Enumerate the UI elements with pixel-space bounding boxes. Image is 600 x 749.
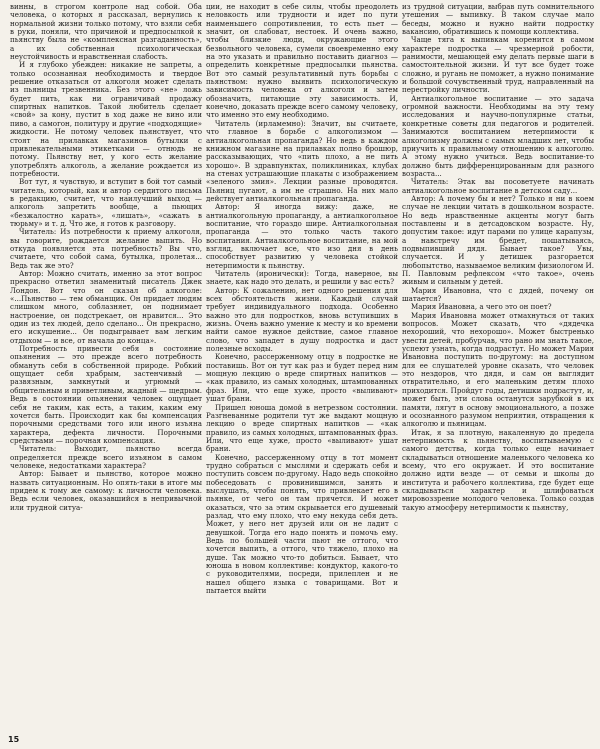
paragraph: Итак, я за плотную, накаленную до предела нетерпимость к пьянству, воспитываемую с самого детства, когда только еще начинает складываться отношение маленького человека ко всему, что его окружает. И это воспитание должно идти везде — от семьи и школы до института и рабочего коллектива, где будет еще складываться характер и шлифоваться мировоззрение молодого человека. Только создав такую атмосферу нетерпимости к пьянству, — [402, 427, 594, 512]
paragraph: Мария Ивановна может отмахнуться от таких вопросов. Может сказать, что «дядечка нехороший, что нехорошо». Может быстренько увести детей, пробурчав, что рано им знать такое, успеют узнать, когда подрастут. Но может Мария Ивановна поступить по-другому: на доступном для ее слушателей уровне сказать, что человек это нездоров, что дядя, и сам он выглядит отвратительно, и его маленьким детям плохо приходится. Пройдут годы, детишки подрастут, и, может быть, эти слова останутся зарубкой в их памяти, лягут в основу эмоционального, а позже и осознанного разумом неприятия, отвращения к алкоголю и пьяницам. — [402, 310, 594, 429]
column-left — [10, 3, 202, 731]
paragraph: из трудной ситуации, выбрав путь сомнительного утешения — выпивку. В таком случае мало беседы, можно и нужно найти подростку вакансию, обратившись к помощи коллектива. — [402, 3, 594, 37]
paragraph: Конечно, рассерженному отцу в тот момент трудно собраться с мыслями и сдержать себя и поступить совсем по-другому. Надо ведь спокойно побеседовать с провинившимся, занять и выслушать, чтобы понять, что привлекает его в пьянке, от чего он там прячется. И может оказаться, что за этим скрывается его душевный разлад, что ему плохо, что ему некуда себя деть. Может, у него нет друзей или он не ладит с девушкой. Тогда его надо понять и помочь ему. Ведь по большей части пьют не оттого, что хочется выпить, а оттого, что тяжело, плохо на душе. Так можно что-то добиться. Бывает, что юноша в новом коллективе: кондуктор, какого-то с руководителями, посреди, прилеплен и не нашел общего языка с товарищами. Вот и пытается выйти — [206, 452, 398, 596]
paragraph: Читатель (иронически): Тогда, наверное, вы знаете, как надо это делать, и решили у вас есть? — [206, 269, 398, 287]
column-middle — [206, 3, 398, 731]
paragraph: Вот тут, я чувствую, и вступит в бой тот самый читатель, который, как и автор сердитого письма в редакцию, считает, что наилучший выход — алкоголь запретить вообще, а пьющих «безжалостно карать», «лишать», «сажать в тюрьму» и т. д. Что же, я готов к разговору. — [10, 177, 202, 228]
paragraph: Конечно, рассерженному отцу в подростке не поставишь. Вот он тут как раз и будет перед ним мощную лекцию о вреде спиртных напитков — «как правило, из самых холодных, штампованных фраз. Или, что еще хуже, просто «выливают» ушат брани. — [206, 352, 398, 404]
paragraph: винны, в строгом контроле над собой. Оба человека, о которых я рассказал, вернулись к нормальной жизни только потому, что взяли себя в руки, поняли, что причиной и предпосылкой к пьянству была не «комплексная разгаданность», а их собственная психологическая неустойчивость и нравственная слабость. — [10, 3, 202, 62]
column-right — [402, 3, 594, 731]
page-number: 15 — [8, 735, 20, 744]
paragraph: Читатель: Из потребности к приему алкоголя, вы говорите, рождается желание выпить. Но откуда появляется эта потребность? Вы что, считаете, что собой сама, бутылка, пролетая... Ведь так же это? — [10, 227, 202, 270]
text-columns — [10, 3, 594, 731]
paragraph: Потребность привести себя в состояние опьянения — это прежде всего потребность обмануть себя в собственной природе. Робкий ощущает себя храбрым, застенчивый — развязным, замкнутый и угрюмый — общительным и приветливым, жадный — щедрым. Ведь в состоянии опьянения человек ощущает себя не таким, как есть, а таким, каким ему хочется быть. Происходит как бы компенсация порочными средствами того или иного изъяна характера, дефекта личности. Порочными средствами — порочная компенсация. — [10, 344, 202, 445]
paragraph: Антиалкогольное воспитание — это задача огромной важности. Необходимы на эту тему исследования и научно-популярные статьи, конкретные советы для педагогов и родителей. Занимаются воспитанием нетерпимости к алкоголизму должны с самых младших лет, чтобы приучить к правильному отношению к алкоголю. А этому нужно учиться. Ведь воспитание-то должно быть дифференцированным для разного возраста... — [402, 93, 594, 178]
paragraph: Мария Ивановна, а чего это он поет? — [411, 302, 552, 312]
paragraph: Читатель (ирламемно): Значит, вы считаете, что главное в борьбе с алкоголизмом — антиалкогольная пропаганда? Но ведь в каждом книжном магазине на прилавках полно брошюр, рассказывающих, что «пить плохо, а не пить хорошо». В здравпунктах, поликлиниках, клубах на стенах устрашающие плакаты с изображением «зеленого змия». Лекции разные проводятся. Пьяниц пугают, а им не страшно. На них мало действует антиалкогольная пропаганда. — [206, 118, 398, 203]
paragraph: Автор: Бывает и пьянство, которое можно назвать ситуационным. Но опять-таки в итоге мы придем к тому же самому: к личности человека. Ведь если человек, оказавшийся в непривычной или трудной ситуа- — [10, 469, 202, 512]
paragraph: Автор: Я иногда вижу: даже, не антиалкогольную пропаганду, а антиалкогольное воспитание, что гораздо шире. Антиалкогольная пропаганда — это только часть такого воспитания. Антиалкогольное воспитание, на мой взгляд, включает все, что изо дня в день способствует развитию у человека стойкой нетерпимости к пьянству. — [206, 202, 398, 270]
paragraph: Читатель: Этак вы посоветуете начинать антиалкогольное воспитание в детском саду... — [402, 177, 594, 195]
paragraph: Автор: Можно считать, именно за этот вопрос прекрасно ответил знаменитый писатель Джек Лондон. Вот что он сказал об алкоголе: «...Пьянство — тем обманщик. Он придает людям слишком много, соблазняет, он поднимает настроение, он подстрекает, он нравится... Это один из тех людей, дело сделано... Он прекрасно, его искушение... Он подыгрывает вам легким отдыхом — и все, от начала до конца». — [10, 269, 202, 345]
paragraph: Читатель: Выходит, пьянство всегда определяется прежде всего изъяном в самом человеке, недостатками характера? — [10, 444, 202, 470]
paragraph: Автор: К сожалению, нет одного решения для всех обстоятельств жизни. Каждый случай требует индивидуального подхода. Особенно важно это для подростков, вновь вступивших в жизнь. Очень важно умение к месту и ко времени найти самое нужное действие, самое главное слово, что западет в душу подростка и даст полезные всходы. — [206, 285, 398, 354]
paragraph: Мария Ивановна, что с дядей, почему он шатается? — [402, 285, 594, 304]
paragraph: ции, не находит в себе силы, чтобы преодолеть неловкость или трудности и идет по пути наименьшего сопротивления, то есть пьет — значит, он слабоват, нестоек. И очень важно, чтобы близкие люди, окружающие этого безвольного человека, сумели своевременно ему на это указать и правильно поставить диагноз — определить конкретные предпосылки пьянства. Вот это самый результативный путь борьбы с пьянством: нужно выявить психологическую зависимость человека от алкоголя и затем обозначить, питающие эту зависимость. И, конечно, доказать прежде всего самому человеку, что именно это ему необходимо. — [206, 3, 398, 120]
paragraph: И я глубоко убежден: никакие не запреты, а только осознанная необходимость и твердое решение отказаться от алкоголя может сделать из пьяницы трезвенника. Без этого «не» ложь будет пить, как ни ограничивай продажу спиртных напитков. Такой любитель сделает «свой» за кону, пустит в ход даже не вино или пиво, а самогон, политуру и другие «подходящие» жидкости. Не потому человек пьянствует, что стоят на прилавках магазинов бутылки с привлекательными этикетками — отнюдь не потому. Пьянству нет, у кого есть желание употреблять алкоголь, а желание рождается из потребности. — [10, 60, 202, 178]
paragraph: Пришел юноша домой в нетрезвом состоянии. Разгневанные родители тут же выдают мощную лекцию о вреде спиртных напитков — «как правило, из самых холодных, штампованных фраз. Или, что еще хуже, просто «выливают» ушат брани. — [206, 402, 398, 454]
paragraph: Автор: А почему бы и нет? Только я ни в коем случае не лекции читать в дошкольном возрасте. Но ведь нравственные акценты могут быть поставлены и в детсадовском возрасте. Ну, допустим такое: идут парами по улице карапузы, а навстречу им бредет, пошатываясь, подвыпивший дядя. Бывает такое? Увы, случается. И у детишек разгорается любопытство, называемое великим физиологом И. П. Павловым рефлексом «что такое», очень живым и сильным у детей. — [402, 193, 594, 287]
paragraph: Чаще тяга к выпивкам коренится в самом характере подростка — чрезмерной робости, ранимости, мешающей ему делать первые шаги в самостоятельной жизни. И тут все будет тоже сложно, и ругань не поможет, а нужно понимание и большой сочувственный труд, направленный на перестройку личности. — [402, 35, 594, 95]
